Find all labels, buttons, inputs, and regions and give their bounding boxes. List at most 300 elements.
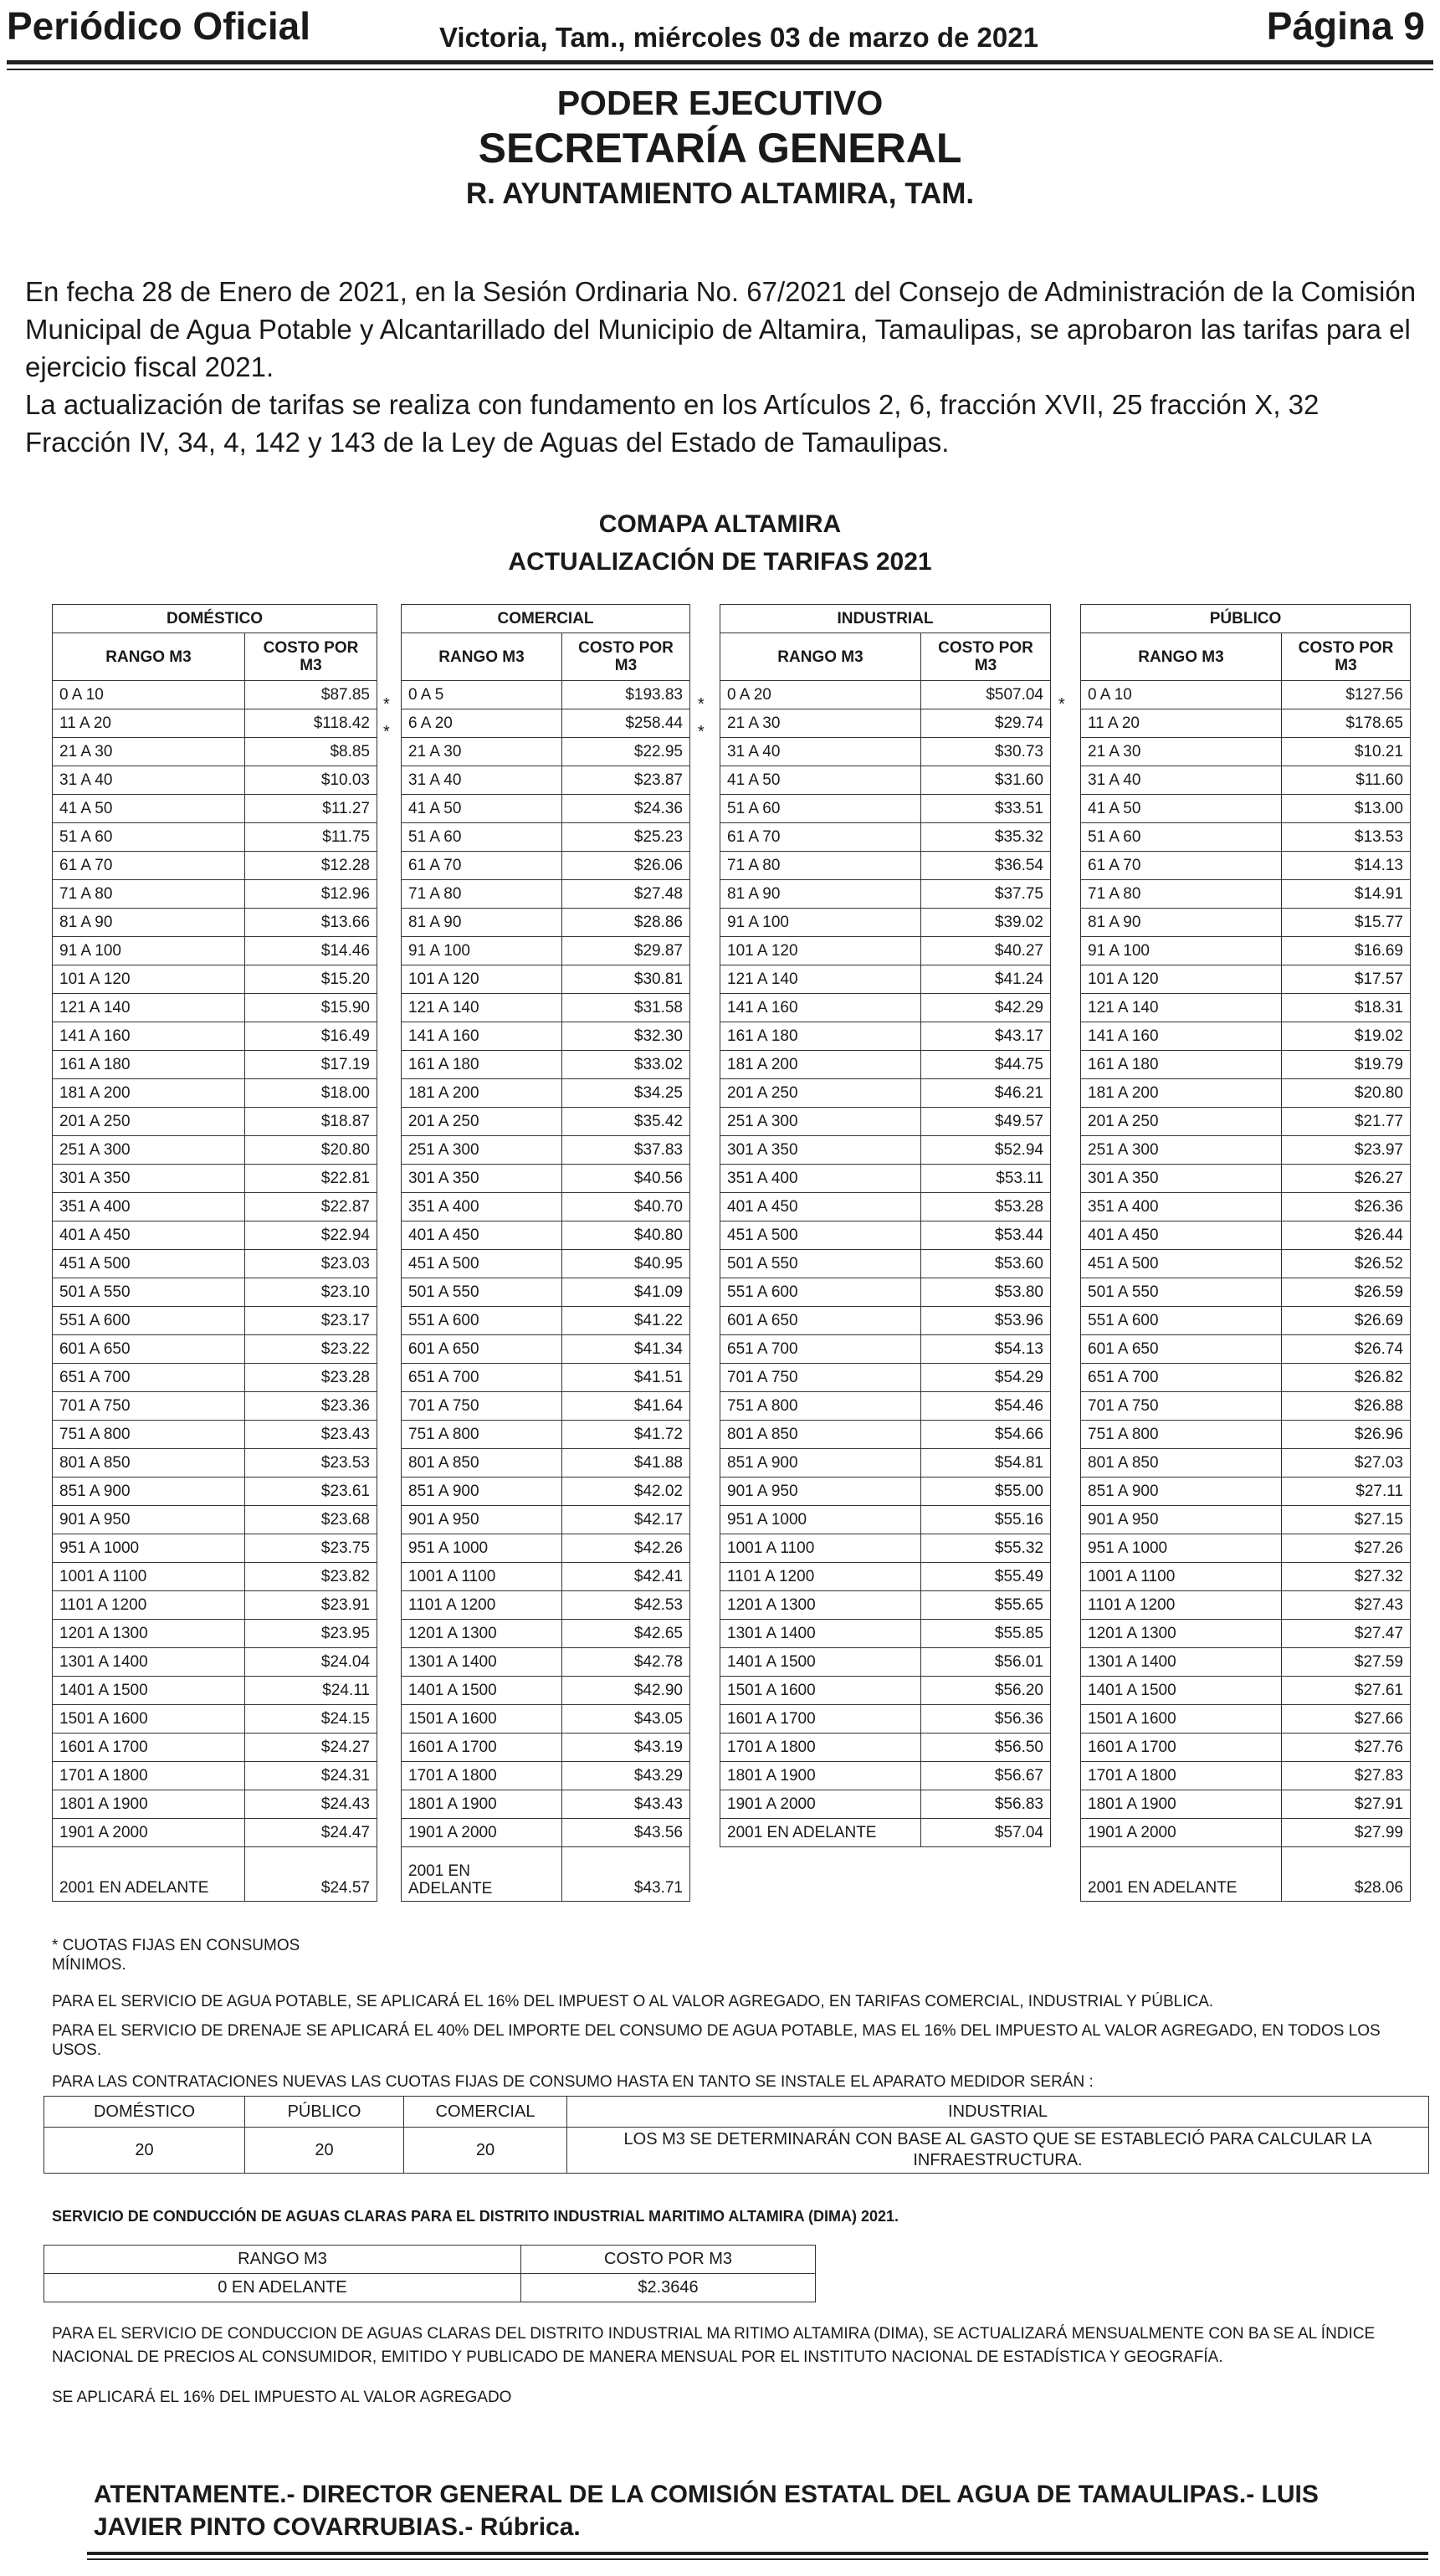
table-row bbox=[720, 965, 1051, 994]
table-row bbox=[53, 1392, 377, 1421]
cost-cell: $35.42 bbox=[562, 1108, 690, 1136]
cost-cell: $24.57 bbox=[245, 1847, 377, 1902]
table-row bbox=[402, 1278, 690, 1307]
range-cell: 41 A 50 bbox=[720, 766, 921, 795]
cost-cell: $11.60 bbox=[1282, 766, 1411, 795]
industrial-quota-text: LOS M3 SE DETERMINARÁN CON BASE AL GASTO QUE SE ESTABLECIÓ PARA CALCULAR LA INFRAESTRUCTURA. bbox=[567, 2128, 1429, 2174]
table-row bbox=[720, 738, 1051, 766]
cost-cell: $27.43 bbox=[1282, 1591, 1411, 1620]
cost-cell: $40.80 bbox=[562, 1221, 690, 1250]
cost-cell: $53.96 bbox=[921, 1307, 1051, 1335]
table-row bbox=[1081, 1250, 1411, 1278]
table-row bbox=[1081, 852, 1411, 880]
cost-cell: $24.31 bbox=[245, 1762, 377, 1790]
range-cell: 951 A 1000 bbox=[720, 1506, 921, 1534]
intro-paragraph-2: La actualización de tarifas se realiza con fundamento en los Artículos 2, 6, fracción XVII, 25 fracción X, 32 Fracción IV, 34, 4, 142 y 143 de la Ley de Aguas del Estado de Tamaulipas. bbox=[25, 389, 1320, 458]
cost-cell: $14.46 bbox=[245, 937, 377, 965]
cost-cell: $57.04 bbox=[921, 1819, 1051, 1847]
column-header: COSTO POR M3 bbox=[1282, 633, 1411, 681]
range-cell: 351 A 400 bbox=[53, 1193, 245, 1221]
table-row bbox=[1081, 709, 1411, 738]
table-row bbox=[53, 766, 377, 795]
cost-cell: $12.96 bbox=[245, 880, 377, 909]
cost-cell: $41.22 bbox=[562, 1307, 690, 1335]
cost-cell: $11.75 bbox=[245, 823, 377, 852]
cost-cell: $27.26 bbox=[1282, 1534, 1411, 1563]
range-cell: 551 A 600 bbox=[1081, 1307, 1282, 1335]
cost-cell: $27.32 bbox=[1282, 1563, 1411, 1591]
range-cell: 1201 A 1300 bbox=[1081, 1620, 1282, 1648]
table-row bbox=[53, 965, 377, 994]
range-cell: 91 A 100 bbox=[1081, 937, 1282, 965]
cost-cell: $23.75 bbox=[245, 1534, 377, 1563]
range-cell: 701 A 750 bbox=[53, 1392, 245, 1421]
cost-cell: $52.94 bbox=[921, 1136, 1051, 1165]
cost-cell: $36.54 bbox=[921, 852, 1051, 880]
table-row bbox=[720, 1648, 1051, 1677]
table-row bbox=[53, 1648, 377, 1677]
range-cell: 61 A 70 bbox=[402, 852, 562, 880]
cost-cell: $41.72 bbox=[562, 1421, 690, 1449]
range-cell: 251 A 300 bbox=[1081, 1136, 1282, 1165]
range-cell: 41 A 50 bbox=[53, 795, 245, 823]
table-row bbox=[720, 1364, 1051, 1392]
cost-cell: $42.17 bbox=[562, 1506, 690, 1534]
table-row bbox=[53, 823, 377, 852]
range-cell: 1501 A 1600 bbox=[53, 1705, 245, 1734]
cost-cell: $20.80 bbox=[1282, 1079, 1411, 1108]
range-cell: 251 A 300 bbox=[402, 1136, 562, 1165]
table-row bbox=[402, 1022, 690, 1051]
column-header: RANGO M3 bbox=[53, 633, 245, 681]
cost-cell: $34.25 bbox=[562, 1079, 690, 1108]
range-cell: 1801 A 1900 bbox=[402, 1790, 562, 1819]
cost-cell: $27.76 bbox=[1282, 1734, 1411, 1762]
cost-cell: $54.46 bbox=[921, 1392, 1051, 1421]
table-row bbox=[402, 1819, 690, 1847]
range-cell: 51 A 60 bbox=[1081, 823, 1282, 852]
table-row bbox=[402, 1734, 690, 1762]
cost-cell: $43.71 bbox=[562, 1847, 690, 1902]
range-cell: 101 A 120 bbox=[53, 965, 245, 994]
table-row bbox=[720, 1250, 1051, 1278]
table-row bbox=[1081, 1477, 1411, 1506]
cost-cell: $42.90 bbox=[562, 1677, 690, 1705]
table-row bbox=[402, 1051, 690, 1079]
table-row bbox=[53, 1506, 377, 1534]
cost-cell: $26.96 bbox=[1282, 1421, 1411, 1449]
cost-cell: $14.13 bbox=[1282, 852, 1411, 880]
table-row bbox=[720, 1392, 1051, 1421]
range-cell: 91 A 100 bbox=[720, 909, 921, 937]
cost-cell: $23.95 bbox=[245, 1620, 377, 1648]
range-cell: 451 A 500 bbox=[402, 1250, 562, 1278]
table-row bbox=[402, 1421, 690, 1449]
range-cell: 851 A 900 bbox=[53, 1477, 245, 1506]
table-row bbox=[1081, 1790, 1411, 1819]
table-row bbox=[402, 880, 690, 909]
table-row bbox=[720, 1136, 1051, 1165]
cost-cell: $23.61 bbox=[245, 1477, 377, 1506]
table-row bbox=[402, 965, 690, 994]
table-row bbox=[720, 909, 1051, 937]
range-cell: 1701 A 1800 bbox=[53, 1762, 245, 1790]
table-row bbox=[720, 709, 1051, 738]
table-row bbox=[402, 1705, 690, 1734]
range-cell: 121 A 140 bbox=[402, 994, 562, 1022]
cost-cell: $27.66 bbox=[1282, 1705, 1411, 1734]
table-row bbox=[720, 1079, 1051, 1108]
column-header: RANGO M3 bbox=[1081, 633, 1282, 681]
range-cell: 751 A 800 bbox=[402, 1421, 562, 1449]
range-cell: 551 A 600 bbox=[720, 1278, 921, 1307]
cost-cell: $258.44 bbox=[562, 709, 690, 738]
cost-cell: $49.57 bbox=[921, 1108, 1051, 1136]
cost-cell: $26.69 bbox=[1282, 1307, 1411, 1335]
table-row bbox=[1081, 1335, 1411, 1364]
range-cell: 751 A 800 bbox=[53, 1421, 245, 1449]
cost-cell: $30.81 bbox=[562, 965, 690, 994]
column-header: COSTO POR M3 bbox=[562, 633, 690, 681]
table-row bbox=[720, 766, 1051, 795]
table-row bbox=[402, 1108, 690, 1136]
table-row bbox=[53, 795, 377, 823]
cost-cell: $19.79 bbox=[1282, 1051, 1411, 1079]
column-header: DOMÉSTICO bbox=[44, 2097, 245, 2128]
table-row bbox=[53, 1705, 377, 1734]
cost-cell: $27.59 bbox=[1282, 1648, 1411, 1677]
cost-cell: $29.87 bbox=[562, 937, 690, 965]
cost-cell: $23.36 bbox=[245, 1392, 377, 1421]
table-row bbox=[53, 1563, 377, 1591]
range-cell: 81 A 90 bbox=[402, 909, 562, 937]
column-header: COSTO POR M3 bbox=[921, 633, 1051, 681]
table-row bbox=[402, 1790, 690, 1819]
fixed-quota-marker: * bbox=[698, 695, 705, 714]
fixed-quota-marker: * bbox=[698, 723, 705, 741]
table-row bbox=[402, 1364, 690, 1392]
table-row bbox=[720, 994, 1051, 1022]
cost-cell: $56.67 bbox=[921, 1762, 1051, 1790]
table-row bbox=[402, 852, 690, 880]
range-cell: 0 A 10 bbox=[53, 681, 245, 709]
cost-cell: $55.65 bbox=[921, 1591, 1051, 1620]
range-cell: 501 A 550 bbox=[402, 1278, 562, 1307]
range-cell: 11 A 20 bbox=[1081, 709, 1282, 738]
cost-cell: $18.00 bbox=[245, 1079, 377, 1108]
range-cell: 751 A 800 bbox=[720, 1392, 921, 1421]
table-row bbox=[720, 1278, 1051, 1307]
range-cell: 401 A 450 bbox=[720, 1193, 921, 1221]
cost-cell: $23.91 bbox=[245, 1591, 377, 1620]
table-title: COMERCIAL bbox=[402, 605, 690, 633]
cost-cell: $30.73 bbox=[921, 738, 1051, 766]
cost-cell: $28.86 bbox=[562, 909, 690, 937]
cost-cell: $26.88 bbox=[1282, 1392, 1411, 1421]
range-cell: 0 A 10 bbox=[1081, 681, 1282, 709]
table-row bbox=[402, 909, 690, 937]
tariff-subcaption: ACTUALIZACIÓN DE TARIFAS 2021 bbox=[508, 548, 932, 576]
range-cell: 851 A 900 bbox=[402, 1477, 562, 1506]
cost-cell: $25.23 bbox=[562, 823, 690, 852]
range-cell: 1601 A 1700 bbox=[402, 1734, 562, 1762]
cost-cell: $56.20 bbox=[921, 1677, 1051, 1705]
table-row bbox=[720, 937, 1051, 965]
table-row bbox=[53, 1051, 377, 1079]
table-row bbox=[1081, 1278, 1411, 1307]
cost-cell: $23.68 bbox=[245, 1506, 377, 1534]
table-row bbox=[720, 1165, 1051, 1193]
range-cell: 651 A 700 bbox=[1081, 1364, 1282, 1392]
cost-cell: $17.57 bbox=[1282, 965, 1411, 994]
range-cell: 651 A 700 bbox=[402, 1364, 562, 1392]
range-cell: 6 A 20 bbox=[402, 709, 562, 738]
range-cell: 31 A 40 bbox=[720, 738, 921, 766]
range-cell: 401 A 450 bbox=[1081, 1221, 1282, 1250]
range-cell: 71 A 80 bbox=[402, 880, 562, 909]
cost-cell: $26.06 bbox=[562, 852, 690, 880]
cost-cell: $41.34 bbox=[562, 1335, 690, 1364]
range-cell: 161 A 180 bbox=[402, 1051, 562, 1079]
cost-cell: $17.19 bbox=[245, 1051, 377, 1079]
table-row bbox=[720, 823, 1051, 852]
cost-cell: $33.02 bbox=[562, 1051, 690, 1079]
range-cell: 1601 A 1700 bbox=[720, 1705, 921, 1734]
table-row bbox=[1081, 1079, 1411, 1108]
cost-cell: $14.91 bbox=[1282, 880, 1411, 909]
table-row bbox=[720, 795, 1051, 823]
note-iva: PARA EL SERVICIO DE AGUA POTABLE, SE APLICARÁ EL 16% DEL IMPUEST O AL VALOR AGREGADO, EN TARIFAS COMERCIAL, INDUSTRIAL Y PÚBLICA. bbox=[52, 1993, 1214, 2010]
range-cell: 31 A 40 bbox=[1081, 766, 1282, 795]
cost-cell: $43.29 bbox=[562, 1762, 690, 1790]
table-row bbox=[1081, 823, 1411, 852]
table-row bbox=[402, 1648, 690, 1677]
cost-cell: $23.43 bbox=[245, 1421, 377, 1449]
table-row bbox=[53, 1335, 377, 1364]
table-row bbox=[402, 1677, 690, 1705]
table-publico bbox=[1080, 604, 1411, 1902]
note-drenaje: PARA EL SERVICIO DE DRENAJE SE APLICARÁ EL 40% DEL IMPORTE DEL CONSUMO DE AGUA POTABLE, MAS EL 16% DEL IMPUESTO AL VALOR AGREGADO, EN TODOS LOS USOS. bbox=[52, 2022, 1381, 2059]
range-cell: 1201 A 1300 bbox=[53, 1620, 245, 1648]
cost-cell: $10.21 bbox=[1282, 738, 1411, 766]
range-cell: 501 A 550 bbox=[53, 1278, 245, 1307]
cost-cell: $16.69 bbox=[1282, 937, 1411, 965]
range-cell: 91 A 100 bbox=[53, 937, 245, 965]
table-body bbox=[402, 681, 690, 1847]
column-header: RANGO M3 bbox=[720, 633, 921, 681]
table-row bbox=[1081, 1307, 1411, 1335]
table-row bbox=[720, 1563, 1051, 1591]
table-row bbox=[53, 852, 377, 880]
fixed-quota-marker: * bbox=[1058, 695, 1065, 714]
cost-cell: $87.85 bbox=[245, 681, 377, 709]
page-number: Página 9 bbox=[1266, 4, 1425, 48]
range-cell: 801 A 850 bbox=[1081, 1449, 1282, 1477]
range-cell: 81 A 90 bbox=[720, 880, 921, 909]
table-row bbox=[402, 823, 690, 852]
range-cell: 601 A 650 bbox=[720, 1307, 921, 1335]
quota-value: 20 bbox=[245, 2128, 404, 2174]
range-cell: 701 A 750 bbox=[1081, 1392, 1282, 1421]
table-row bbox=[720, 1620, 1051, 1648]
range-cell: 11 A 20 bbox=[53, 709, 245, 738]
table-row bbox=[1081, 795, 1411, 823]
table-row bbox=[720, 880, 1051, 909]
table-row bbox=[402, 1506, 690, 1534]
range-cell: 61 A 70 bbox=[1081, 852, 1282, 880]
table-row bbox=[53, 709, 377, 738]
footer-rule-thin bbox=[87, 2558, 1428, 2560]
cost-cell: $27.15 bbox=[1282, 1506, 1411, 1534]
cost-cell: $118.42 bbox=[245, 709, 377, 738]
table-row bbox=[53, 1449, 377, 1477]
cost-cell: $23.53 bbox=[245, 1449, 377, 1477]
cost-cell: $27.48 bbox=[562, 880, 690, 909]
range-cell: 451 A 500 bbox=[1081, 1250, 1282, 1278]
cost-cell: $41.24 bbox=[921, 965, 1051, 994]
cost-cell: $26.59 bbox=[1282, 1278, 1411, 1307]
signature-block: ATENTAMENTE.- DIRECTOR GENERAL DE LA COMISIÓN ESTATAL DEL AGUA DE TAMAULIPAS.- LUIS JAVIER PINTO COVARRUBIAS.- Rúbrica. bbox=[94, 2481, 1319, 2541]
table-row bbox=[53, 1221, 377, 1250]
cost-cell: $42.41 bbox=[562, 1563, 690, 1591]
range-cell: 601 A 650 bbox=[53, 1335, 245, 1364]
range-cell: 181 A 200 bbox=[1081, 1079, 1282, 1108]
cost-cell: $15.77 bbox=[1282, 909, 1411, 937]
range-cell: 201 A 250 bbox=[53, 1108, 245, 1136]
table-row bbox=[53, 1762, 377, 1790]
cost-cell: $24.04 bbox=[245, 1648, 377, 1677]
table-body bbox=[1081, 681, 1411, 1847]
range-cell: 801 A 850 bbox=[402, 1449, 562, 1477]
cost-cell: $15.90 bbox=[245, 994, 377, 1022]
table-row bbox=[720, 1734, 1051, 1762]
range-cell: 141 A 160 bbox=[1081, 1022, 1282, 1051]
table-row bbox=[53, 1477, 377, 1506]
range-cell: 71 A 80 bbox=[1081, 880, 1282, 909]
range-cell: 251 A 300 bbox=[53, 1136, 245, 1165]
range-cell: 551 A 600 bbox=[53, 1307, 245, 1335]
range-cell: 301 A 350 bbox=[1081, 1165, 1282, 1193]
range-cell: 1501 A 1600 bbox=[402, 1705, 562, 1734]
table-row bbox=[53, 1307, 377, 1335]
cost-cell: $35.32 bbox=[921, 823, 1051, 852]
range-cell: 901 A 950 bbox=[1081, 1506, 1282, 1534]
range-cell: 1901 A 2000 bbox=[53, 1819, 245, 1847]
range-cell: 101 A 120 bbox=[1081, 965, 1282, 994]
table-row bbox=[720, 1193, 1051, 1221]
cost-cell: $55.85 bbox=[921, 1620, 1051, 1648]
cost-cell: $507.04 bbox=[921, 681, 1051, 709]
range-cell: 0 A 20 bbox=[720, 681, 921, 709]
range-cell: 851 A 900 bbox=[720, 1449, 921, 1477]
table-row bbox=[53, 1108, 377, 1136]
cost-cell: $42.78 bbox=[562, 1648, 690, 1677]
range-cell: 1401 A 1500 bbox=[720, 1648, 921, 1677]
cost-cell: $43.05 bbox=[562, 1705, 690, 1734]
range-cell: 0 A 5 bbox=[402, 681, 562, 709]
range-cell: 1901 A 2000 bbox=[402, 1819, 562, 1847]
table-row bbox=[53, 994, 377, 1022]
cost-cell: $26.52 bbox=[1282, 1250, 1411, 1278]
cost-cell: $18.31 bbox=[1282, 994, 1411, 1022]
table-row bbox=[1081, 766, 1411, 795]
range-cell: 1401 A 1500 bbox=[402, 1677, 562, 1705]
range-cell: 951 A 1000 bbox=[1081, 1534, 1282, 1563]
table-row bbox=[1081, 965, 1411, 994]
cost-cell: $23.17 bbox=[245, 1307, 377, 1335]
column-header: COSTO POR M3 bbox=[521, 2246, 816, 2274]
column-header: PÚBLICO bbox=[245, 2097, 404, 2128]
range-cell: 1201 A 1300 bbox=[720, 1591, 921, 1620]
cost-cell: $29.74 bbox=[921, 709, 1051, 738]
table-title: INDUSTRIAL bbox=[720, 605, 1051, 633]
table-industrial bbox=[720, 604, 1051, 1847]
range-cell: 1101 A 1200 bbox=[1081, 1591, 1282, 1620]
range-cell: 1801 A 1900 bbox=[720, 1762, 921, 1790]
table-row bbox=[402, 1762, 690, 1790]
range-cell: 0 EN ADELANTE bbox=[44, 2274, 521, 2302]
range-cell: 71 A 80 bbox=[53, 880, 245, 909]
table-row bbox=[720, 1477, 1051, 1506]
table-row bbox=[720, 1705, 1051, 1734]
range-cell: 651 A 700 bbox=[720, 1335, 921, 1364]
cost-cell: $2.3646 bbox=[521, 2274, 816, 2302]
range-cell: 201 A 250 bbox=[720, 1079, 921, 1108]
table-row bbox=[53, 1534, 377, 1563]
table-row bbox=[1081, 1677, 1411, 1705]
publication-name: Periódico Oficial bbox=[7, 4, 310, 48]
range-cell: 1901 A 2000 bbox=[1081, 1819, 1282, 1847]
cost-cell: $24.15 bbox=[245, 1705, 377, 1734]
note-fixed-quotas: * CUOTAS FIJAS EN CONSUMOS MÍNIMOS. bbox=[52, 1937, 300, 1974]
table-row bbox=[720, 1335, 1051, 1364]
range-cell: 141 A 160 bbox=[720, 994, 921, 1022]
cost-cell: $28.06 bbox=[1282, 1847, 1411, 1902]
cost-cell: $15.20 bbox=[245, 965, 377, 994]
table-body bbox=[53, 681, 377, 1847]
table-row bbox=[1081, 1449, 1411, 1477]
cost-cell: $40.56 bbox=[562, 1165, 690, 1193]
range-cell: 2001 EN ADELANTE bbox=[720, 1819, 921, 1847]
cost-cell: $26.27 bbox=[1282, 1165, 1411, 1193]
range-cell: 141 A 160 bbox=[402, 1022, 562, 1051]
range-cell: 401 A 450 bbox=[402, 1221, 562, 1250]
table-row bbox=[53, 1165, 377, 1193]
cost-cell: $56.01 bbox=[921, 1648, 1051, 1677]
table-row bbox=[1081, 909, 1411, 937]
range-cell: 121 A 140 bbox=[720, 965, 921, 994]
range-cell: 1301 A 1400 bbox=[53, 1648, 245, 1677]
table-row bbox=[720, 1819, 1051, 1847]
table-row bbox=[53, 880, 377, 909]
table-row bbox=[402, 709, 690, 738]
title-poder-ejecutivo: PODER EJECUTIVO bbox=[556, 84, 884, 122]
cost-cell: $33.51 bbox=[921, 795, 1051, 823]
range-cell: 2001 EN ADELANTE bbox=[53, 1847, 245, 1902]
range-cell: 51 A 60 bbox=[53, 823, 245, 852]
dateline: Victoria, Tam., miércoles 03 de marzo de 2021 bbox=[439, 22, 1038, 53]
cost-cell: $56.36 bbox=[921, 1705, 1051, 1734]
range-cell: 1501 A 1600 bbox=[1081, 1705, 1282, 1734]
range-cell: 851 A 900 bbox=[1081, 1477, 1282, 1506]
cost-cell: $27.11 bbox=[1282, 1477, 1411, 1506]
table-comercial bbox=[401, 604, 690, 1902]
cost-cell: $55.00 bbox=[921, 1477, 1051, 1506]
table-row bbox=[1081, 1108, 1411, 1136]
range-cell: 1601 A 1700 bbox=[1081, 1734, 1282, 1762]
range-cell: 161 A 180 bbox=[720, 1022, 921, 1051]
table-row bbox=[53, 1278, 377, 1307]
